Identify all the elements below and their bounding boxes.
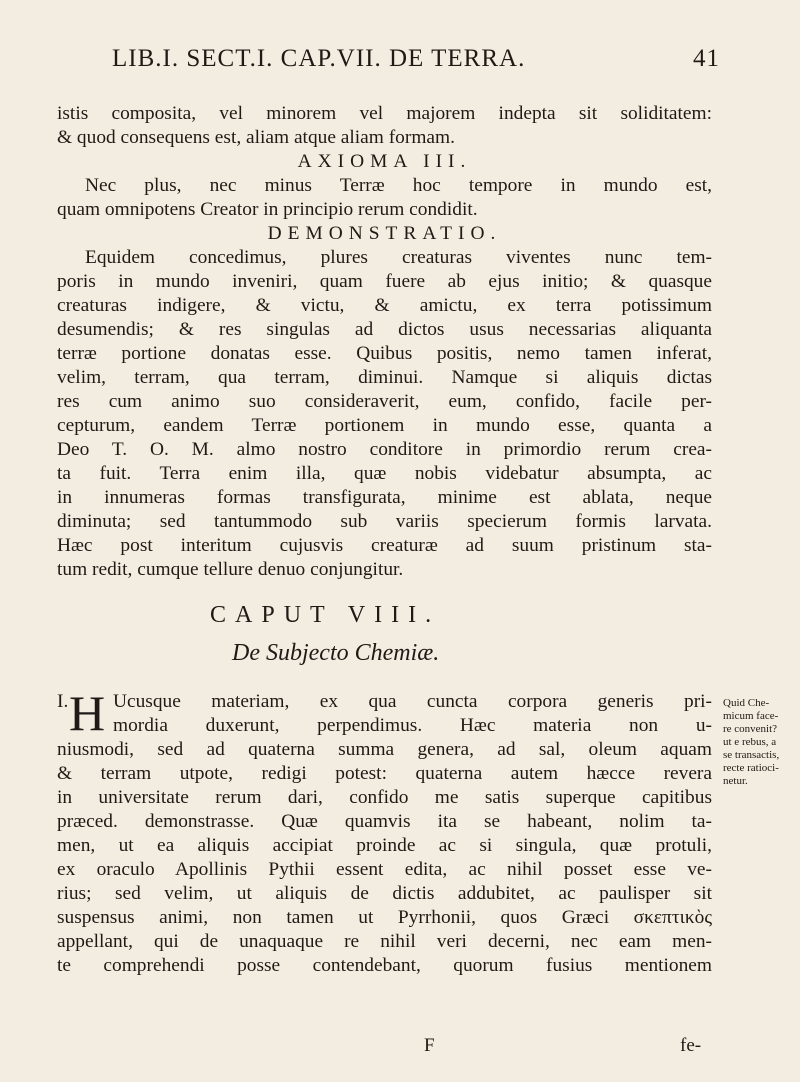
- margin-note-line: micum face-: [723, 710, 779, 722]
- running-header: [90, 45, 720, 85]
- margin-note-line: netur.: [723, 775, 748, 787]
- catchword: fe-: [680, 1035, 702, 1056]
- margin-note-line: re convenit?: [723, 723, 778, 735]
- text-line: Deo T. O. M. almo nostro conditore in primordio rerum crea-: [57, 439, 712, 460]
- text-line: ex oraculo Apollinis Pythii essent edita, ac nihil posset esse ve-: [57, 859, 712, 880]
- section-number: I.: [57, 691, 69, 712]
- text-line: quam omnipotens Creator in principio rerum condidit.: [57, 199, 478, 220]
- margin-note-line: se transactis,: [723, 749, 780, 761]
- margin-note-line: Quid Che-: [723, 697, 770, 709]
- text-line: niusmodi, sed ad quaterna summa genera, ad sal, oleum aquam: [57, 739, 712, 760]
- text-line: & terram utpote, redigi potest: quaterna autem hæcce revera: [57, 763, 712, 784]
- text-line: desumendis; & res singulas ad dictos usus necessarias aliquanta: [57, 319, 712, 340]
- margin-note: [723, 697, 793, 788]
- text-line: res cum animo suo consideraverit, eum, confido, facile per-: [57, 391, 712, 412]
- text-line: mordia duxerunt, perpendimus. Hæc materia non u-: [113, 715, 712, 736]
- text-line: in innumeras formas transfigurata, minime est ablata, neque: [57, 487, 712, 508]
- text-line: creaturas indigere, & victu, & amictu, ex terra potissimum: [57, 295, 712, 316]
- text-line: appellant, qui de unaquaque re nihil veri decerni, nec eam men-: [57, 931, 712, 952]
- signature-mark: F: [424, 1035, 435, 1056]
- text-line: poris in mundo inveniri, quam fuere ab ejus initio; & quasque: [57, 271, 712, 292]
- text-line: men, ut ea aliquis accipiat proinde ac si singula, quæ protuli,: [57, 835, 712, 856]
- text-line: cepturum, eandem Terræ portionem in mundo esse, quanta a: [57, 415, 712, 436]
- text-line: Nec plus, nec minus Terræ hoc tempore in mundo est,: [85, 175, 712, 196]
- text-line: in universitate rerum dari, confido me satis superque capitibus: [57, 787, 712, 808]
- text-line: istis composita, vel minorem vel majorem indepta sit soliditatem:: [57, 103, 712, 124]
- text-line: præced. demonstrasse. Quæ quamvis ita se habeant, nolim ta-: [57, 811, 712, 832]
- text-line: suspensus animi, non tamen ut Pyrrhonii, quos Græci σκεπτικὸς: [57, 907, 712, 928]
- axioma-heading: AXIOMA III.: [297, 151, 472, 172]
- text-line: Ucusque materiam, ex qua cuncta corpora generis pri-: [113, 691, 712, 712]
- chapter-heading: CAPUT VIII.: [210, 602, 441, 628]
- text-line: te comprehendi posse contendebant, quorum fusius mentionem: [57, 955, 712, 976]
- text-line: ta fuit. Terra enim illa, quæ nobis videbatur absumpta, ac: [57, 463, 712, 484]
- margin-note-line: recte ratioci-: [723, 762, 779, 774]
- text-line: terræ portione donatas esse. Quibus positis, nemo tamen inferat,: [57, 343, 712, 364]
- text-line: rius; sed velim, ut aliquis de dictis addubitet, ac paulisper sit: [57, 883, 712, 904]
- text-line: tum redit, cumque tellure denuo conjungitur.: [57, 559, 404, 580]
- chapter-subtitle: De Subjecto Chemiæ.: [232, 640, 440, 666]
- running-title: LIB.I. SECT.I. CAP.VII. DE TERRA.: [112, 45, 526, 72]
- text-line: Equidem concedimus, plures creaturas viventes nunc tem-: [85, 247, 712, 268]
- margin-note-line: ut e rebus, a: [723, 736, 777, 748]
- text-line: & quod consequens est, aliam atque aliam formam.: [57, 127, 455, 148]
- text-line: diminuta; sed tantummodo sub variis specierum formis larvata.: [57, 511, 712, 532]
- text-line: velim, terram, qua terram, diminui. Namque si aliquis dictas: [57, 367, 712, 388]
- demonstratio-heading: DEMONSTRATIO.: [267, 223, 502, 244]
- main-text: [57, 102, 712, 582]
- text-line: Hæc post interitum cujusvis creaturæ ad suum pristinum sta-: [57, 535, 712, 556]
- page-number: 41: [693, 45, 720, 72]
- drop-cap: H: [69, 685, 106, 741]
